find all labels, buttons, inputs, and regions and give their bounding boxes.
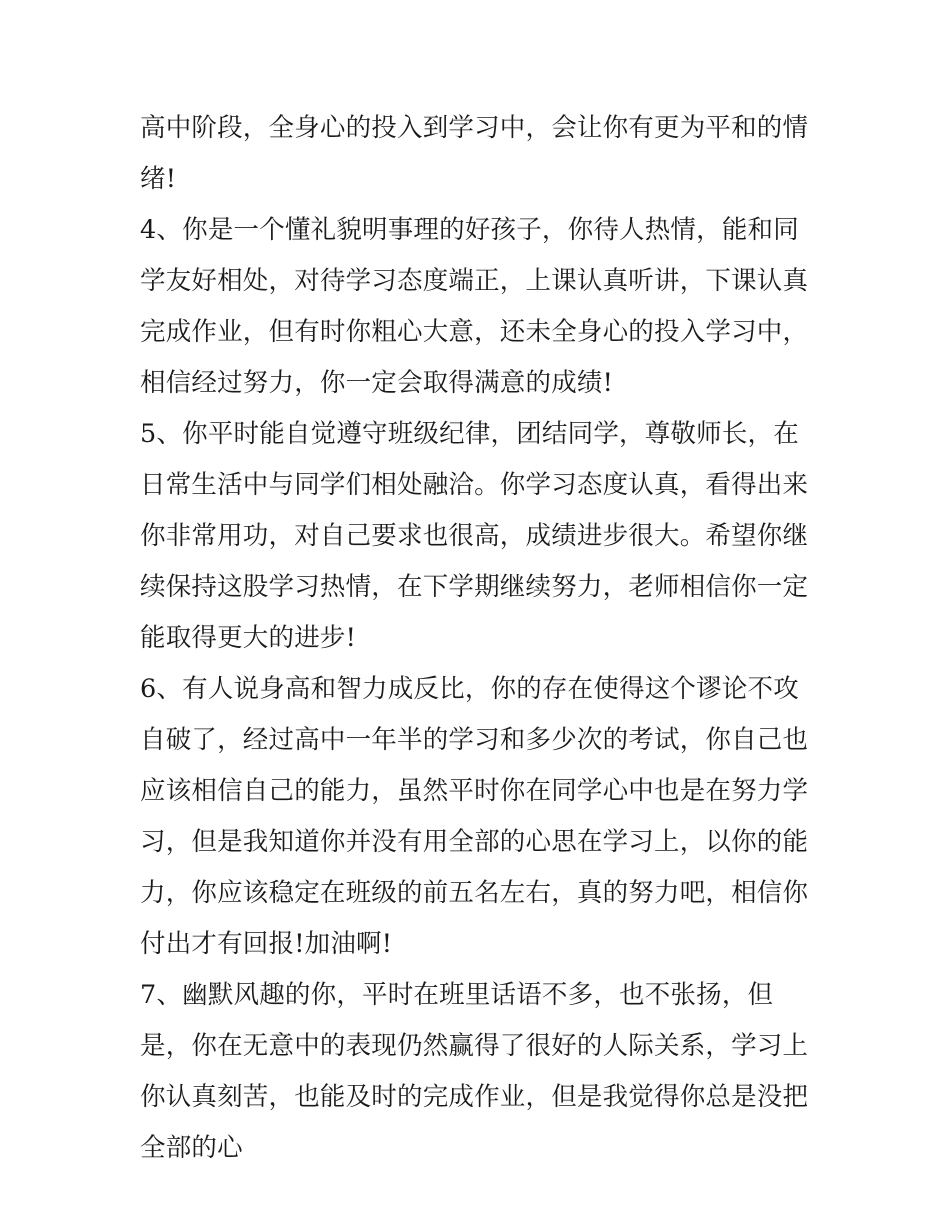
document-body bbox=[140, 103, 820, 1174]
paragraph-item-6: 6、有人说身高和智力成反比，你的存在使得这个谬论不攻自破了，经过高中一年半的学习和多少次的考试，你自己也应该相信自己的能力，虽然平时你在同学心中也是在努力学习，但是我知道你并没有用全部的心思在学习上，以你的能力，你应该稳定在班级的前五名左右，真的努力吧，相信你付出才有回报!加油啊! bbox=[140, 674, 809, 959]
paragraph-item-4: 4、你是一个懂礼貌明事理的好孩子，你待人热情，能和同学友好相处，对待学习态度端正，上课认真听讲，下课认真完成作业，但有时你粗心大意，还未全身心的投入学习中，相信经过努力，你一定会取得满意的成绩! bbox=[140, 215, 809, 398]
paragraph-item-5: 5、你平时能自觉遵守班级纪律，团结同学，尊敬师长，在日常生活中与同学们相处融洽。你学习态度认真，看得出来你非常用功，对自己要求也很高，成绩进步很大。希望你继续保持这股学习热情，在下学期继续努力，老师相信你一定能取得更大的进步! bbox=[140, 419, 809, 653]
paragraph-item-7: 7、幽默风趣的你，平时在班里话语不多，也不张扬，但是，你在无意中的表现仍然赢得了很好的人际关系，学习上你认真刻苦，也能及时的完成作业，但是我觉得你总是没把全部的心 bbox=[140, 980, 809, 1163]
paragraph-continued: 高中阶段，全身心的投入到学习中，会让你有更为平和的情绪! bbox=[140, 113, 809, 194]
